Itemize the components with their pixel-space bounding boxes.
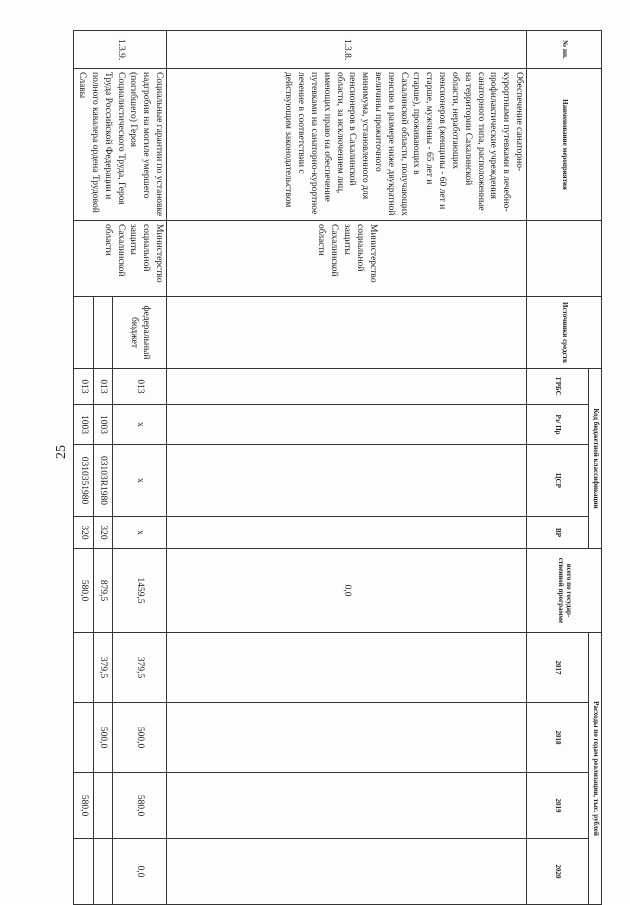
row-no: 1.3.8. <box>167 31 527 69</box>
row-total: 1459,5 <box>113 549 167 633</box>
row-2017: 379,5 <box>93 633 112 703</box>
row-source <box>93 297 112 369</box>
row-rzpr: 1003 <box>93 405 112 445</box>
row-total: 580,0 <box>74 549 93 633</box>
row-csr: 03103R1980 <box>93 445 112 517</box>
row-no: 1.3.9. <box>74 31 167 69</box>
header-rzpr: Рз/ Пр <box>527 405 589 445</box>
row-vr: 320 <box>93 517 112 549</box>
row-2020: 0,0 <box>113 839 167 905</box>
row-2019 <box>167 773 527 839</box>
row-executor: Министерство социальной защиты Сахалинской области <box>74 221 167 297</box>
row-grbs: 013 <box>93 369 112 405</box>
row-2018: 500,0 <box>113 703 167 773</box>
row-rzpr: х <box>113 405 167 445</box>
row-vr <box>167 517 527 549</box>
row-2019: 580,0 <box>74 773 93 839</box>
row-total: 879,5 <box>93 549 112 633</box>
header-2020: 2020 <box>527 839 589 905</box>
header-executor <box>527 221 602 297</box>
row-rzpr <box>167 405 527 445</box>
header-grbs: ГРБС <box>527 369 589 405</box>
budget-table <box>73 30 602 905</box>
row-vr: 320 <box>74 517 93 549</box>
row-rzpr: 1003 <box>74 405 93 445</box>
header-years: Расходы по годам реализации, тыс. рублей <box>589 633 602 905</box>
row-grbs <box>167 369 527 405</box>
page-number: 25 <box>54 445 69 459</box>
header-2019: 2019 <box>527 773 589 839</box>
row-2017 <box>167 633 527 703</box>
row-2017 <box>74 633 93 703</box>
table-row <box>167 31 527 905</box>
header-csr: ЦСР <box>527 445 589 517</box>
header-total: всего по государ-ственной программе <box>527 549 602 633</box>
row-source: федеральный бюджет <box>113 297 167 369</box>
row-2018 <box>167 703 527 773</box>
row-executor: Министерство социальной защиты Сахалинской области <box>167 221 527 297</box>
row-grbs: 013 <box>74 369 93 405</box>
row-2020 <box>74 839 93 905</box>
header-no: № пп. <box>527 31 602 69</box>
row-grbs: 013 <box>113 369 167 405</box>
row-csr: х <box>113 445 167 517</box>
header-kbk: Код бюджетной классификации <box>589 369 602 549</box>
row-2019: 580,0 <box>113 773 167 839</box>
header-2018: 2018 <box>527 703 589 773</box>
row-2018 <box>74 703 93 773</box>
rotated-table-container <box>77 30 602 904</box>
header-name: Наименование мероприятия <box>527 69 602 221</box>
row-csr <box>167 445 527 517</box>
row-source <box>167 297 527 369</box>
row-2018: 500,0 <box>93 703 112 773</box>
row-total: 0,0 <box>167 549 527 633</box>
row-2017: 379,5 <box>113 633 167 703</box>
row-2020 <box>93 839 112 905</box>
header-2017: 2017 <box>527 633 589 703</box>
row-source <box>74 297 93 369</box>
row-2019 <box>93 773 112 839</box>
row-csr: 0310351980 <box>74 445 93 517</box>
row-name: Социальные гарантии по установке надгробия на могиле умершего (погибшего) Героя Социалистического Труда, Героя Труда Российской Федерации и полного кавалера ордена Трудовой Славы <box>74 69 167 221</box>
header-vr: ВР <box>527 517 589 549</box>
row-name: Обеспечение санаторно-курортными путевками в лечебно-профилактические учреждения санаторного типа, расположенные на территории Сахалинской области, неработающих пенсионеров (женщины - 60 лет и старше, мужчины - 65 лет и старше), проживающих в Сахалинской области, получающих пенсию в размере ниже двукратной величины прожиточного минимума, установленного для пенсионеров в Сахалинской области, за исключением лиц, имеющих право на обеспечение путевками на санаторно-курортное лечение в соответствии с действующим законодательством <box>167 69 527 221</box>
row-vr: х <box>113 517 167 549</box>
row-2020 <box>167 839 527 905</box>
table-row <box>113 31 167 905</box>
header-source: Источники средств <box>527 297 602 369</box>
